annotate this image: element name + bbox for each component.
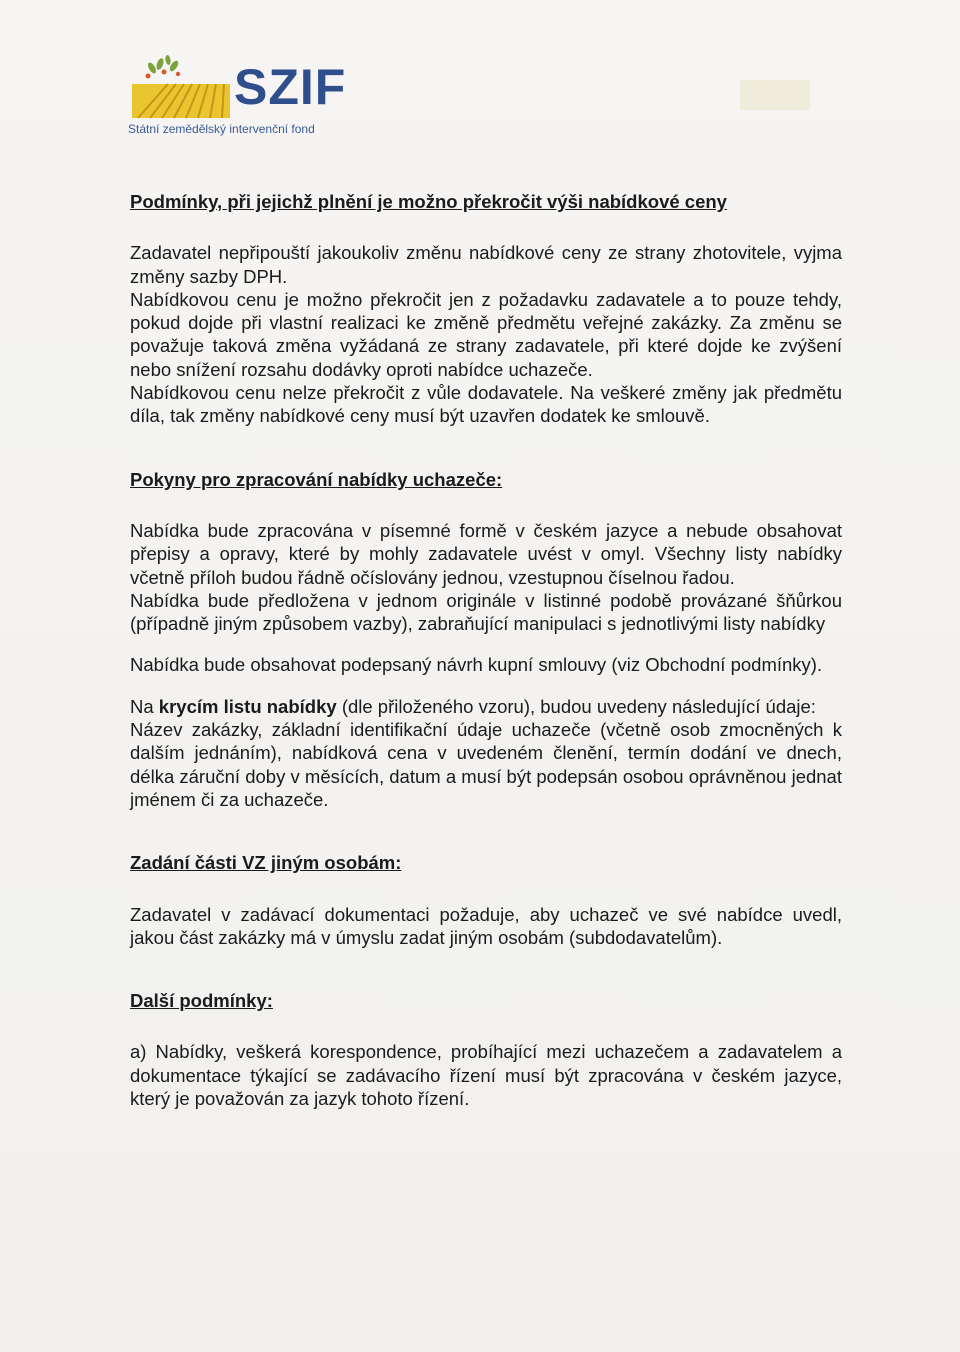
paragraph: Název zakázky, základní identifikační údaje uchazeče (včetně osob zmocněných k dalším jednáním), nabídková cena v uvedeném členění, termín dodání ve dnech, délka záruční doby v měsících, datum a musí být podepsán osobou oprávněnou jednat jménem či za uchazeče. bbox=[130, 719, 842, 810]
field-logo-icon bbox=[128, 54, 230, 120]
logo-wordmark: SZIF bbox=[234, 59, 347, 115]
section-heading-instructions: Pokyny pro zpracování nabídky uchazeče: bbox=[130, 468, 503, 490]
paragraph-cover-sheet bbox=[130, 695, 842, 718]
bold-text: krycím listu nabídky bbox=[158, 695, 337, 717]
section-heading-price: Podmínky, při jejichž plnění je možno překročit výši nabídkové ceny bbox=[130, 191, 727, 212]
paragraph: a) Nabídky, veškerá korespondence, probíhající mezi uchazečem a zadavatelem a dokumentace týkající se zadávacího řízení musí být zpracována v českém jazyce, který je považován za jazyk tohoto řízení. bbox=[130, 1041, 842, 1110]
paragraph: Nabídka bude zpracována v písemné formě v českém jazyce a nebude obsahovat přepisy a opravy, které by mohly zadavatele uvést v omyl. Všechny listy nabídky včetně příloh budou řádně očíslovány jednou, vzestupnou číselnou řadou. bbox=[130, 519, 842, 588]
text-span: Na bbox=[130, 695, 154, 717]
szif-logo bbox=[128, 54, 358, 139]
bleed-through-logo-block bbox=[740, 80, 810, 110]
paragraph: Nabídkovou cenu nelze překročit z vůle dodavatele. Na veškeré změny jak předmětu díla, tak změny nabídkové ceny musí být uzavřen dodatek ke smlouvě. bbox=[130, 382, 842, 427]
paragraph: Nabídkovou cenu je možno překročit jen z požadavku zadavatele a to pouze tehdy, pokud dojde při vlastní realizaci ke změně předmětu veřejné zakázky. Za změnu se považuje taková změna vyžádaná ze strany zadavatele, při které dojde ke zvýšení nebo snížení rozsahu dodávky oproti nabídce uchazeče. bbox=[130, 288, 842, 380]
text-span: (dle přiloženého vzoru), budou uvedeny následující údaje: bbox=[341, 695, 816, 717]
paragraph: Nabídka bude obsahovat podepsaný návrh kupní smlouvy (viz Obchodní podmínky). bbox=[130, 654, 823, 676]
paragraph: Zadavatel nepřipouští jakoukoliv změnu nabídkové ceny ze strany zhotovitele, vyjma změny sazby DPH. bbox=[130, 242, 842, 287]
paragraph: Nabídka bude předložena v jednom originále v listinné podobě provázané šňůrkou (případně jiným způsobem vazby), zabraňující manipulaci s jednotlivými listy nabídky bbox=[130, 589, 842, 635]
section-heading-other: Další podmínky: bbox=[130, 990, 273, 1012]
section-heading-subcontract: Zadání části VZ jiným osobám: bbox=[130, 852, 402, 874]
logo-subtitle: Státní zemědělský intervenční fond bbox=[128, 122, 315, 136]
document-body bbox=[130, 190, 842, 1110]
paragraph: Zadavatel v zadávací dokumentaci požaduje, aby uchazeč ve své nabídce uvedl, jakou část zakázky má v úmyslu zadat jiným osobám (subdodavatelům). bbox=[130, 903, 842, 948]
